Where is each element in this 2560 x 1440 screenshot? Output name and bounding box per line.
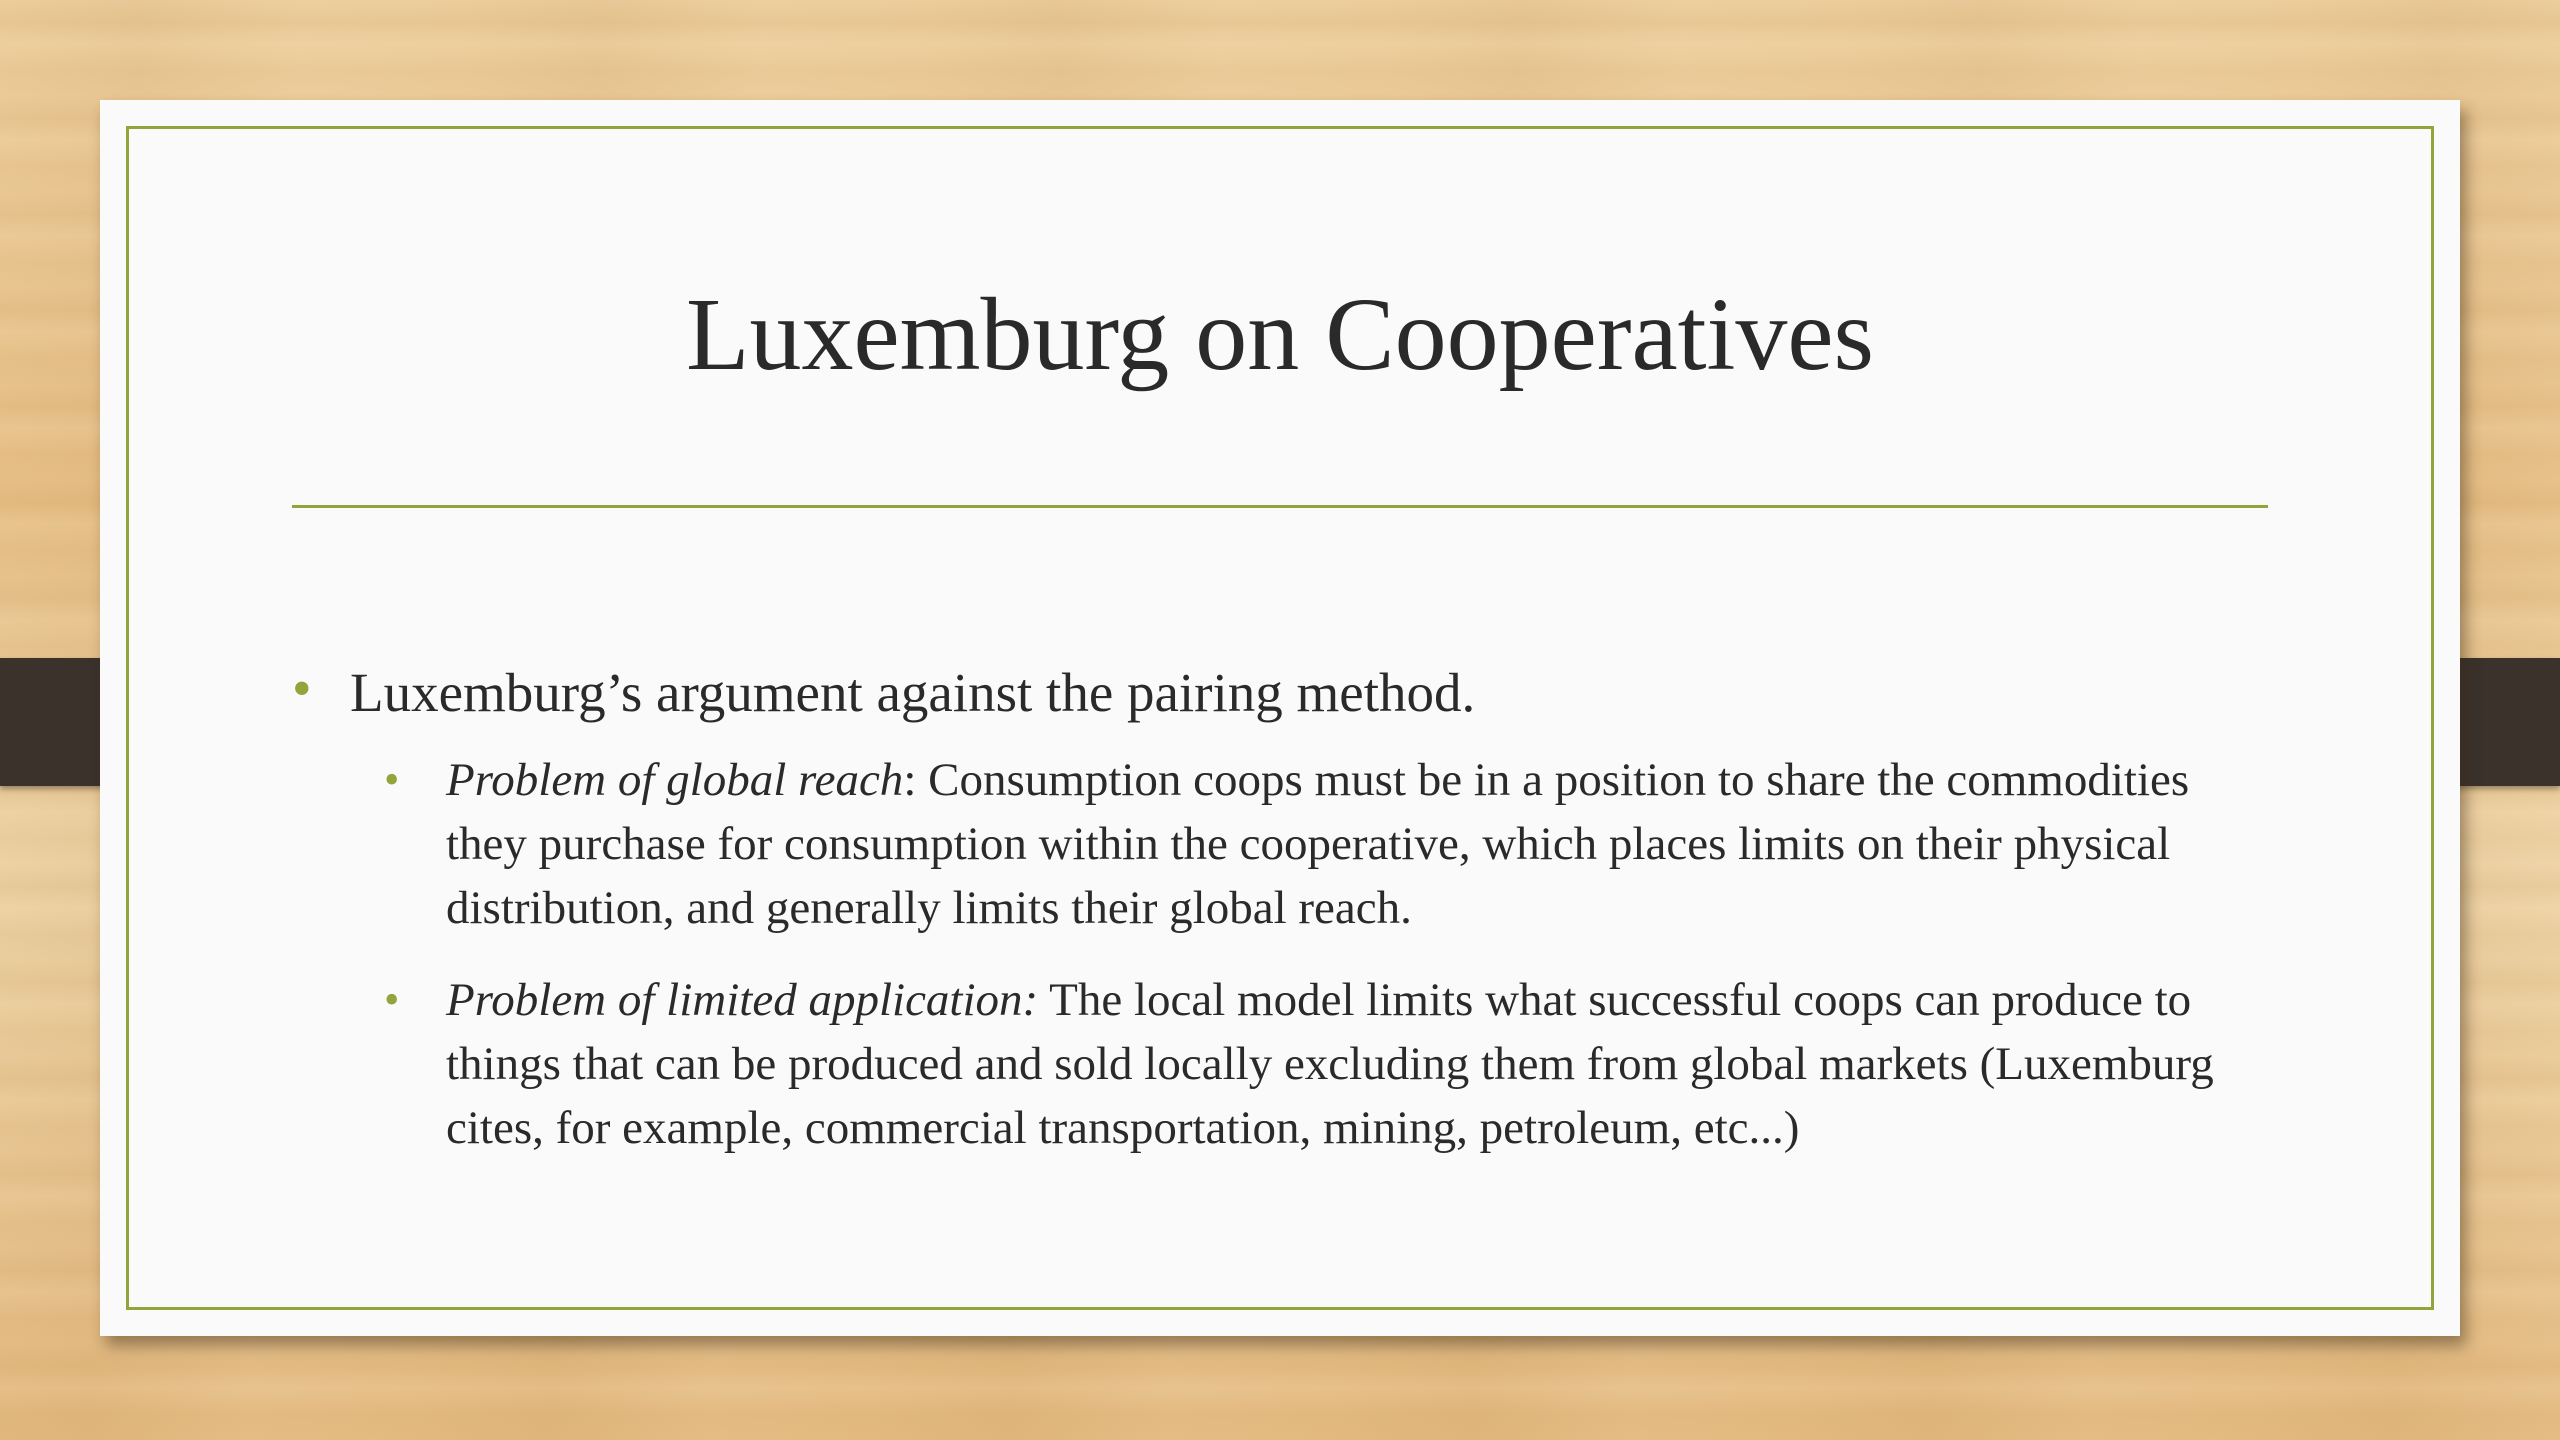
bullet-level1	[292, 660, 2292, 726]
slide-title: Luxemburg on Cooperatives	[685, 277, 1875, 392]
bullet-icon: •	[384, 755, 400, 804]
slide	[100, 100, 2460, 1336]
bullet-level2-global-reach	[292, 748, 2276, 940]
bullet-icon: •	[384, 975, 400, 1024]
slide-content	[292, 660, 2292, 1160]
sub-bullet-emphasis: Problem of global reach	[446, 754, 904, 806]
title-divider	[292, 505, 2268, 508]
sub-bullet-text: : Consumption coops must be in a position to share the commodities they purchase for consumption within the cooperative, which places limits on their physical distribution, and generally limits their global reach.	[446, 754, 2190, 934]
sub-bullet-emphasis: Problem of limited application:	[446, 974, 1039, 1026]
bullet-icon: •	[292, 658, 312, 720]
sub-bullet-text: The local model limits what successful coops can produce to things that can be produced and sold locally excluding them from global markets (Luxemburg cites, for example, commercial transportation, mining, petroleum, etc...)	[446, 974, 2214, 1154]
bullet-level2-limited-application	[292, 968, 2276, 1160]
bullet-text: Luxemburg’s argument against the pairing method.	[350, 662, 1476, 723]
